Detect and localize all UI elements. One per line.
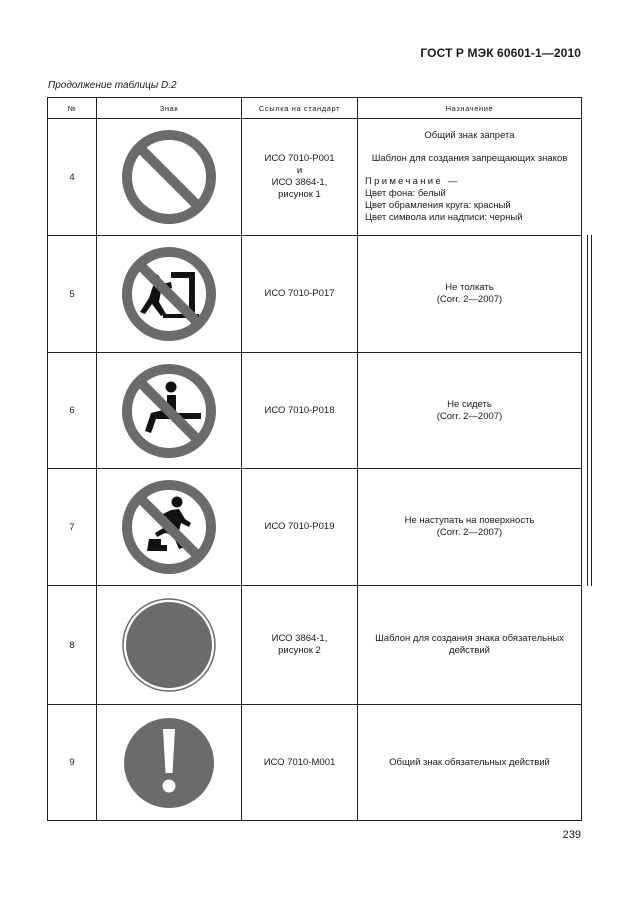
purpose-line: Общий знак обязательных действий [389, 756, 550, 768]
purpose-cell [358, 469, 582, 586]
mandatory-action-sign-icon [119, 595, 219, 695]
note-block [358, 176, 581, 224]
purpose-line: Не толкать [445, 282, 494, 293]
purpose-line: Не сидеть [447, 398, 492, 410]
standard-reference [242, 236, 358, 353]
reference-line: ИСО 3864-1, [271, 177, 328, 188]
table-row [48, 586, 582, 705]
reference-line: рисунок 2 [278, 645, 321, 656]
prohibition-sign-icon [119, 127, 219, 227]
page-number: 239 [562, 829, 581, 841]
sign-cell [97, 469, 242, 586]
purpose-line: Шаблон для создания запрещающих знаков [371, 153, 568, 164]
column-header-reference: Ссылка на стандарт [242, 98, 358, 119]
row-number: 7 [48, 469, 97, 586]
purpose-cell [358, 586, 582, 705]
reference-line: ИСО 7010-Р001 [264, 153, 335, 164]
purpose-line: Не наступать на поверхность [404, 515, 535, 526]
change-marker-bar [587, 235, 592, 586]
reference-line: ИСО 7010-Р018 [264, 404, 335, 416]
reference-line: ИСО 7010-Р019 [264, 521, 335, 532]
purpose-line: (Corr. 2—2007) [436, 527, 503, 538]
note-line: Цвет фона: белый [365, 188, 446, 199]
signs-table [47, 97, 582, 821]
column-header-purpose: Назначение [358, 98, 582, 119]
sign-cell [97, 705, 242, 821]
document-code-header: ГОСТ Р МЭК 60601-1—2010 [420, 46, 581, 60]
general-mandatory-action-sign-icon [119, 713, 219, 813]
reference-line: рисунок 1 [278, 189, 321, 200]
no-stepping-sign-icon [119, 477, 219, 577]
purpose-cell [358, 705, 582, 821]
reference-line: ИСО 7010-Р017 [264, 288, 335, 299]
no-pushing-sign-icon [119, 244, 219, 344]
purpose-cell [358, 353, 582, 469]
purpose-title: Общий знак запрета [424, 130, 515, 141]
reference-line: и [296, 165, 303, 176]
standard-reference [242, 119, 358, 236]
table-row [48, 469, 582, 586]
purpose-cell [358, 119, 582, 236]
note-title: Примечание — [365, 176, 460, 187]
note-line: Цвет символа или надписи: черный [365, 212, 523, 223]
table-row [48, 705, 582, 821]
table-row [48, 119, 582, 236]
purpose-cell [358, 236, 582, 353]
reference-line: ИСО 3864-1, [271, 633, 328, 644]
note-line: Цвет обрамления круга: красный [365, 200, 511, 211]
table-caption: Продолжение таблицы D.2 [48, 80, 177, 91]
row-number: 9 [48, 705, 97, 821]
table-row [48, 236, 582, 353]
row-number: 8 [48, 586, 97, 705]
standard-reference [242, 469, 358, 586]
row-number: 6 [48, 353, 97, 469]
sign-cell [97, 119, 242, 236]
sign-cell [97, 353, 242, 469]
table-row [48, 353, 582, 469]
sign-cell [97, 586, 242, 705]
purpose-line: (Corr. 2—2007) [436, 410, 503, 422]
row-number: 4 [48, 119, 97, 236]
purpose-line: действий [449, 645, 490, 656]
standard-reference [242, 586, 358, 705]
standard-reference [242, 353, 358, 469]
table-header-row [48, 98, 582, 119]
sign-cell [97, 236, 242, 353]
reference-line: ИСО 7010-М001 [263, 756, 336, 768]
column-header-number: № [48, 98, 97, 119]
purpose-line: Шаблон для создания знака обязательных [375, 633, 564, 644]
column-header-sign: Знак [97, 98, 242, 119]
no-sitting-sign-icon [119, 361, 219, 461]
row-number: 5 [48, 236, 97, 353]
standard-reference [242, 705, 358, 821]
purpose-line: (Corr. 2—2007) [436, 294, 503, 305]
